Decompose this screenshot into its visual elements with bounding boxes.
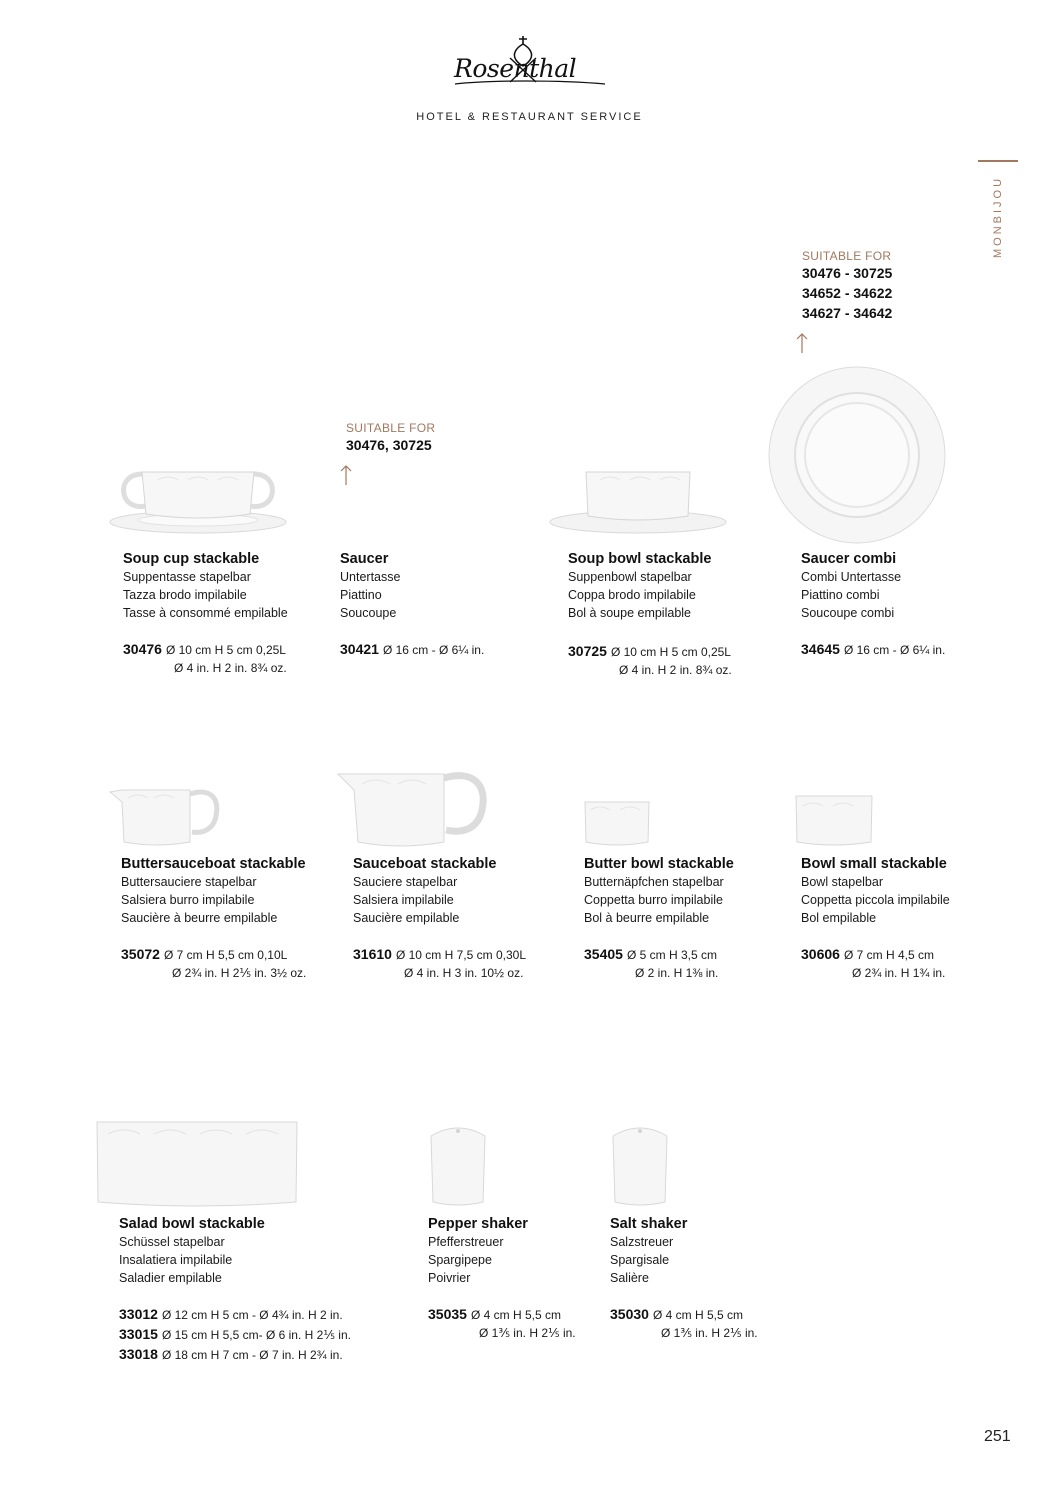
spec-metric: Ø 10 cm H 7,5 cm 0,30L bbox=[395, 948, 526, 962]
product-translation: Coppa brodo impilabile bbox=[568, 588, 696, 602]
product-name: Pepper shaker bbox=[428, 1216, 528, 1232]
spec-imperial: Ø 4 in. H 2 in. 8¾ oz. bbox=[619, 663, 732, 677]
salad-bowl-image bbox=[96, 1120, 298, 1215]
buttersauceboat-image bbox=[108, 786, 220, 853]
spec-row bbox=[123, 640, 288, 659]
product-specs bbox=[119, 1305, 351, 1365]
product-translation: Schüssel stapelbar bbox=[119, 1235, 225, 1249]
salt-shaker-image bbox=[609, 1122, 671, 1213]
butter-bowl-image bbox=[584, 800, 650, 853]
spec-row bbox=[801, 945, 950, 964]
product-translation: Saucière à beurre empilable bbox=[121, 911, 278, 925]
spec-imperial: Ø 2¾ in. H 2⅕ in. 3½ oz. bbox=[172, 966, 307, 980]
product-name: Saucer combi bbox=[801, 551, 897, 567]
arrow-up-icon bbox=[795, 332, 809, 354]
spec-metric: Ø 7 cm H 4,5 cm bbox=[843, 948, 934, 962]
sauceboat-image bbox=[336, 770, 488, 855]
spec-row bbox=[121, 945, 306, 964]
product-name: Buttersauceboat stackable bbox=[121, 856, 306, 872]
spec-imperial: Ø 2 in. H 1⅜ in. bbox=[635, 966, 719, 980]
article-code: 34645 bbox=[801, 641, 840, 657]
product-translation: Combi Untertasse bbox=[801, 570, 902, 584]
saucer-combi-image bbox=[766, 364, 948, 551]
product-name: Saucer bbox=[340, 551, 389, 567]
article-code: 30725 bbox=[568, 643, 607, 659]
spec-imperial: Ø 1⅗ in. H 2⅕ in. bbox=[479, 1326, 576, 1340]
spec-row bbox=[584, 945, 734, 964]
product-translation: Coppetta burro impilabile bbox=[584, 893, 723, 907]
spec-row bbox=[119, 1345, 351, 1365]
side-tab-label: MONBIJOU bbox=[992, 175, 1004, 258]
product-salt-shaker bbox=[610, 1215, 758, 1342]
product-translation: Salière bbox=[610, 1271, 649, 1285]
product-translation: Spargipepe bbox=[428, 1253, 492, 1267]
article-code: 35035 bbox=[428, 1306, 467, 1322]
suitable-codes: 34652 - 34622 bbox=[802, 285, 893, 301]
product-soup-bowl bbox=[568, 550, 732, 679]
product-translation: Bowl stapelbar bbox=[801, 875, 883, 889]
product-translation: Butternäpfchen stapelbar bbox=[584, 875, 724, 889]
side-tab-rule bbox=[978, 160, 1018, 162]
product-translation: Saladier empilable bbox=[119, 1271, 222, 1285]
product-translation: Suppentasse stapelbar bbox=[123, 570, 251, 584]
spec-metric: Ø 12 cm H 5 cm - Ø 4¾ in. H 2 in. bbox=[161, 1308, 343, 1322]
product-name: Soup cup stackable bbox=[123, 551, 260, 567]
spec-row bbox=[353, 945, 526, 964]
product-translation: Bol à soupe empilable bbox=[568, 606, 691, 620]
product-specs bbox=[121, 945, 306, 982]
product-saucer-combi bbox=[801, 550, 945, 659]
spec-row bbox=[610, 1305, 758, 1324]
product-translation: Buttersauciere stapelbar bbox=[121, 875, 257, 889]
article-code: 33018 bbox=[119, 1346, 158, 1362]
article-code: 35072 bbox=[121, 946, 160, 962]
suitable-note-saucer-combi bbox=[802, 249, 892, 323]
soup-bowl-image bbox=[548, 470, 728, 545]
product-specs bbox=[123, 640, 288, 677]
product-translation: Salzstreuer bbox=[610, 1235, 674, 1249]
suitable-codes: 30476, 30725 bbox=[346, 437, 432, 453]
product-translation: Insalatiera impilabile bbox=[119, 1253, 233, 1267]
product-translation: Bol à beurre empilable bbox=[584, 911, 710, 925]
product-specs bbox=[801, 945, 950, 982]
article-code: 33012 bbox=[119, 1306, 158, 1322]
product-translation: Salsiera impilabile bbox=[353, 893, 454, 907]
product-buttersauceboat bbox=[121, 855, 306, 982]
product-translation: Saucière empilable bbox=[353, 911, 460, 925]
spec-row bbox=[340, 640, 484, 659]
product-translation: Soucoupe combi bbox=[801, 606, 895, 620]
product-specs bbox=[610, 1305, 758, 1342]
suitable-label: SUITABLE FOR bbox=[346, 421, 436, 435]
product-translation: Tazza brodo impilabile bbox=[123, 588, 247, 602]
product-translation: Tasse à consommé empilable bbox=[123, 606, 288, 620]
spec-metric: Ø 5 cm H 3,5 cm bbox=[626, 948, 717, 962]
article-code: 31610 bbox=[353, 946, 392, 962]
suitable-codes: 34627 - 34642 bbox=[802, 305, 893, 321]
spec-row bbox=[119, 1325, 351, 1345]
spec-metric: Ø 15 cm H 5,5 cm- Ø 6 in. H 2⅕ in. bbox=[161, 1328, 351, 1342]
page-number: 251 bbox=[984, 1428, 1011, 1445]
tagline: HOTEL & RESTAURANT SERVICE bbox=[416, 111, 643, 123]
product-translation: Salsiera burro impilabile bbox=[121, 893, 255, 907]
product-translation: Soucoupe bbox=[340, 606, 397, 620]
product-translation: Piattino bbox=[340, 588, 382, 602]
spec-row bbox=[428, 1305, 576, 1324]
rosenthal-logo bbox=[450, 30, 610, 92]
pepper-shaker-image bbox=[427, 1122, 489, 1213]
product-translation: Pfefferstreuer bbox=[428, 1235, 504, 1249]
soup-cup-image bbox=[108, 466, 288, 543]
product-name: Bowl small stackable bbox=[801, 856, 947, 872]
product-translation: Piattino combi bbox=[801, 588, 880, 602]
product-specs bbox=[340, 640, 484, 659]
product-translation: Sauciere stapelbar bbox=[353, 875, 458, 889]
product-translation: Bol empilable bbox=[801, 911, 877, 925]
product-specs bbox=[568, 642, 732, 679]
spec-metric: Ø 16 cm - Ø 6¼ in. bbox=[843, 643, 946, 657]
product-sauceboat bbox=[353, 855, 526, 982]
bowl-small-image bbox=[795, 794, 873, 853]
product-soup-cup bbox=[123, 550, 288, 677]
product-name: Soup bowl stackable bbox=[568, 551, 712, 567]
suitable-codes: 30476 - 30725 bbox=[802, 265, 893, 281]
spec-metric: Ø 10 cm H 5 cm 0,25L bbox=[165, 643, 286, 657]
product-specs bbox=[428, 1305, 576, 1342]
spec-metric: Ø 18 cm H 7 cm - Ø 7 in. H 2¾ in. bbox=[161, 1348, 343, 1362]
spec-row bbox=[119, 1305, 351, 1325]
arrow-up-icon bbox=[339, 464, 353, 486]
spec-metric: Ø 4 cm H 5,5 cm bbox=[652, 1308, 743, 1322]
article-code: 35405 bbox=[584, 946, 623, 962]
product-translation: Suppenbowl stapelbar bbox=[568, 570, 692, 584]
product-bowl-small bbox=[801, 855, 950, 982]
product-name: Salt shaker bbox=[610, 1216, 688, 1232]
spec-imperial: Ø 2¾ in. H 1¾ in. bbox=[852, 966, 946, 980]
product-translation: Poivrier bbox=[428, 1271, 471, 1285]
article-code: 35030 bbox=[610, 1306, 649, 1322]
product-salad-bowl bbox=[119, 1215, 351, 1365]
spec-row bbox=[801, 640, 945, 659]
spec-metric: Ø 4 cm H 5,5 cm bbox=[470, 1308, 561, 1322]
article-code: 30606 bbox=[801, 946, 840, 962]
product-name: Salad bowl stackable bbox=[119, 1216, 265, 1232]
spec-metric: Ø 7 cm H 5,5 cm 0,10L bbox=[163, 948, 288, 962]
product-specs bbox=[353, 945, 526, 982]
spec-metric: Ø 16 cm - Ø 6¼ in. bbox=[382, 643, 485, 657]
spec-row bbox=[568, 642, 732, 661]
product-saucer bbox=[340, 550, 484, 659]
suitable-label: SUITABLE FOR bbox=[802, 249, 892, 263]
product-butter-bowl bbox=[584, 855, 734, 982]
article-code: 30476 bbox=[123, 641, 162, 657]
product-translation: Untertasse bbox=[340, 570, 401, 584]
product-translation: Coppetta piccola impilabile bbox=[801, 893, 950, 907]
article-code: 33015 bbox=[119, 1326, 158, 1342]
suitable-note-saucer bbox=[346, 421, 435, 455]
brand-wordmark: Rosenthal bbox=[454, 54, 577, 83]
spec-imperial: Ø 1⅗ in. H 2⅕ in. bbox=[661, 1326, 758, 1340]
product-specs bbox=[584, 945, 734, 982]
product-name: Butter bowl stackable bbox=[584, 856, 734, 872]
spec-metric: Ø 10 cm H 5 cm 0,25L bbox=[610, 645, 731, 659]
product-translation: Spargisale bbox=[610, 1253, 670, 1267]
product-name: Sauceboat stackable bbox=[353, 856, 497, 872]
product-pepper-shaker bbox=[428, 1215, 576, 1342]
spec-imperial: Ø 4 in. H 3 in. 10½ oz. bbox=[404, 966, 524, 980]
article-code: 30421 bbox=[340, 641, 379, 657]
spec-imperial: Ø 4 in. H 2 in. 8¾ oz. bbox=[174, 661, 287, 675]
product-specs bbox=[801, 640, 945, 659]
